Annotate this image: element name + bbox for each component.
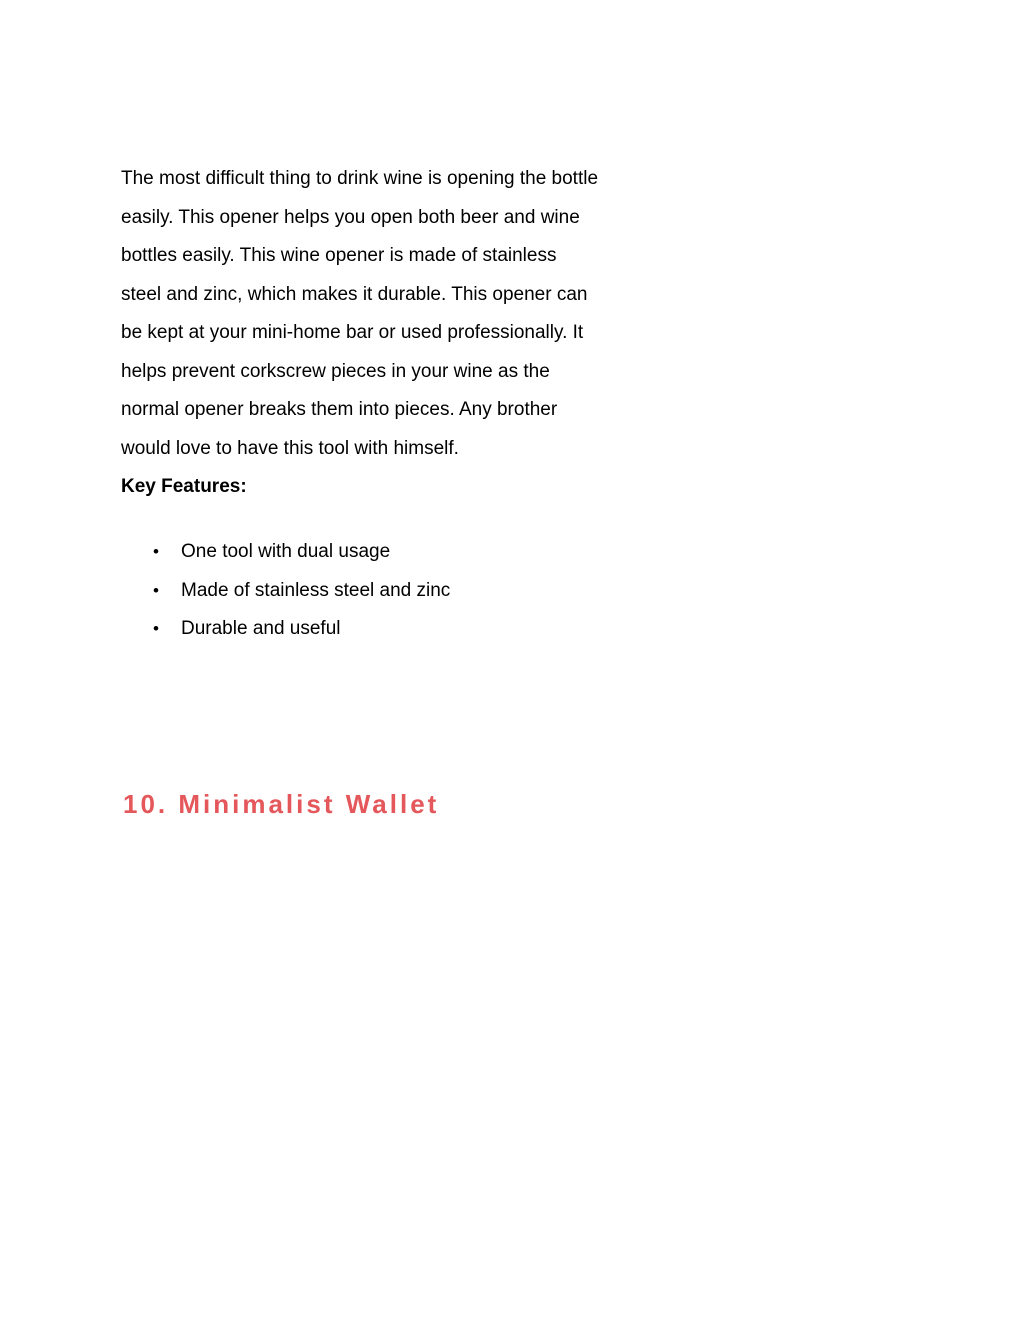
description-line: be kept at your mini-home bar or used professionally. It	[121, 322, 584, 343]
bullet-icon: •	[153, 619, 159, 638]
description-line: bottles easily. This wine opener is made of stainless	[121, 245, 557, 266]
bullet-icon: •	[153, 542, 159, 561]
description-line: easily. This opener helps you open both beer and wine	[121, 206, 580, 228]
description-line: The most difficult thing to drink wine is opening the bottle	[121, 168, 599, 189]
description-line: steel and zinc, which makes it durable. This opener can	[121, 283, 588, 305]
description-line: helps prevent corkscrew pieces in your wine as the	[121, 360, 550, 382]
feature-text: Durable and useful	[181, 618, 341, 639]
description-line: normal opener breaks them into pieces. Any brother	[121, 399, 558, 420]
description-line: would love to have this tool with himself.	[121, 437, 459, 459]
bullet-icon: •	[153, 580, 159, 600]
feature-text: Made of stainless steel and zinc	[181, 579, 451, 601]
product-description	[121, 160, 641, 468]
section-heading: 10. Minimalist Wallet	[123, 789, 440, 819]
key-features-heading: Key Features:	[121, 476, 247, 497]
feature-text: One tool with dual usage	[181, 541, 391, 562]
